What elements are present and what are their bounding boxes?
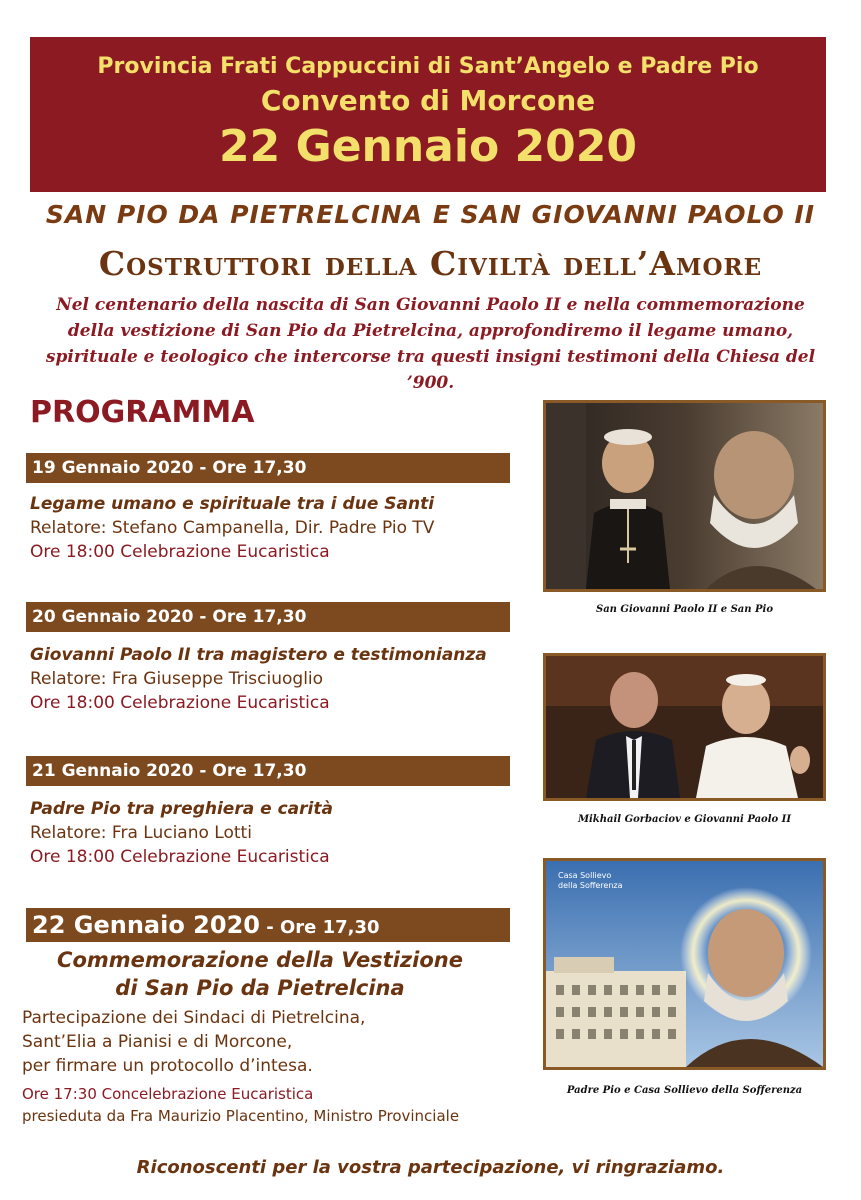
final-event-date-bar xyxy=(26,908,510,942)
event-date: 22 Gennaio 2020 xyxy=(219,121,637,172)
event-celebration: Ore 18:00 Celebrazione Eucaristica xyxy=(30,847,330,867)
intro-line: della vestizione di San Pio da Pietrelcina, approfondiremo il legame umano, xyxy=(67,321,794,341)
commemoration-title xyxy=(10,946,510,1002)
event-title: Padre Pio tra preghiera e carità xyxy=(30,799,333,819)
concelebration-line: Ore 17:30 Concelebrazione Eucaristica xyxy=(22,1085,314,1103)
hospital-sign: Casa Sollievo della Sofferenza xyxy=(558,871,623,890)
event-details xyxy=(30,643,530,715)
event-details xyxy=(30,797,530,869)
event-celebration: Ore 18:00 Celebrazione Eucaristica xyxy=(30,542,330,562)
event-speaker: Relatore: Stefano Campanella, Dir. Padre Pio TV xyxy=(30,518,435,538)
photo-illustration xyxy=(546,656,823,798)
photo-illustration xyxy=(546,403,823,589)
header-banner xyxy=(30,37,826,192)
event-title: Giovanni Paolo II tra magistero e testimonianza xyxy=(30,645,487,665)
commemoration-line: Commemorazione della Vestizione xyxy=(57,948,463,972)
program-title: PROGRAMMA xyxy=(30,395,255,430)
photo-gorbachev-and-pope xyxy=(543,653,826,801)
convent-name: Convento di Morcone xyxy=(260,84,596,117)
intro-text xyxy=(40,292,821,396)
event-celebration: Ore 18:00 Celebrazione Eucaristica xyxy=(30,693,330,713)
intro-line: spirituale e teologico che intercorse tra questi insigni testimoni della Chiesa del ’900. xyxy=(45,347,816,393)
photo-pope-and-padre-pio xyxy=(543,400,826,592)
photo-caption: Padre Pio e Casa Sollievo della Sofferenza xyxy=(566,1085,803,1096)
participation-line: per firmare un protocollo d’intesa. xyxy=(22,1056,313,1076)
participation-text xyxy=(22,1006,522,1078)
event-date-bar: 19 Gennaio 2020 - Ore 17,30 xyxy=(26,453,510,483)
presided-line: presieduta da Fra Maurizio Placentino, Ministro Provinciale xyxy=(22,1107,460,1125)
concelebration-text xyxy=(22,1083,542,1127)
photo-illustration xyxy=(546,861,823,1067)
event-date-bar: 21 Gennaio 2020 - Ore 17,30 xyxy=(26,756,510,786)
photo-caption: Mikhail Gorbaciov e Giovanni Paolo II xyxy=(577,814,792,825)
photo-padre-pio-and-hospital xyxy=(543,858,826,1070)
event-details xyxy=(30,492,530,564)
event-speaker: Relatore: Fra Luciano Lotti xyxy=(30,823,252,843)
participation-line: Sant’Elia a Pianisi e di Morcone, xyxy=(22,1032,293,1052)
footer-thanks: Riconoscenti per la vostra partecipazione, vi ringraziamo. xyxy=(136,1157,725,1178)
province-name: Provincia Frati Cappuccini di Sant’Angelo e Padre Pio xyxy=(97,54,759,79)
main-title: Costruttori della Civiltà dell’Amore xyxy=(98,244,763,283)
commemoration-line: di San Pio da Pietrelcina xyxy=(115,976,405,1000)
final-event-time: - Ore 17,30 xyxy=(259,917,380,938)
final-event-date: 22 Gennaio 2020 xyxy=(32,911,260,939)
intro-line: Nel centenario della nascita di San Giovanni Paolo II e nella commemorazione xyxy=(56,295,805,315)
subtitle: SAN PIO DA PIETRELCINA E SAN GIOVANNI PAOLO II xyxy=(45,200,816,229)
event-speaker: Relatore: Fra Giuseppe Trisciuoglio xyxy=(30,669,324,689)
photo-caption: San Giovanni Paolo II e San Pio xyxy=(595,604,774,615)
event-date-bar: 20 Gennaio 2020 - Ore 17,30 xyxy=(26,602,510,632)
event-title: Legame umano e spirituale tra i due Santi xyxy=(30,494,435,514)
participation-line: Partecipazione dei Sindaci di Pietrelcina, xyxy=(22,1008,366,1028)
